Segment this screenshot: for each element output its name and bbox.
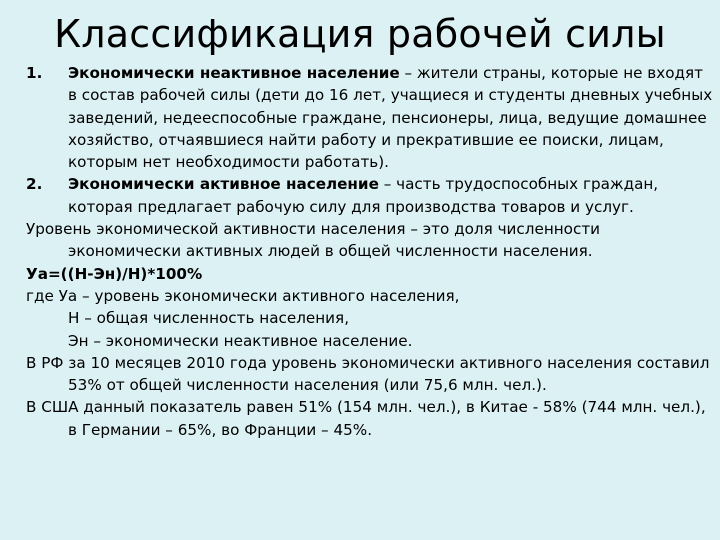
activity-formula: Уа=((Н-Эн)/Н)*100%: [26, 264, 203, 283]
slide-content: [26, 62, 716, 441]
formula-legend-en: Эн – экономически неактивное население.: [68, 331, 413, 350]
list-number: 1.: [26, 64, 43, 82]
russia-statistic: В РФ за 10 месяцев 2010 года уровень экономически активного населения составил 53% от общей численности населения (или 75,6 млн. чел.).: [26, 353, 710, 395]
list-item-active-population: [26, 173, 716, 218]
term-inactive-population: Экономически неактивное население: [68, 64, 400, 82]
term-active-population: Экономически активное население: [68, 175, 379, 194]
definition-active-population: – часть трудоспособных граждан, которая предлагает рабочую силу для производства товаров и услуг.: [68, 175, 659, 216]
list-item-inactive-population: [26, 62, 716, 173]
formula-legend-n: Н – общая численность населения,: [68, 309, 350, 328]
slide-title: Классификация рабочей силы: [54, 12, 666, 56]
activity-level-definition: Уровень экономической активности населения – это доля численности экономически активных людей в общей численности населения.: [26, 220, 601, 261]
country-comparison-statistic: В США данный показатель равен 51% (154 млн. чел.), в Китае - 58% (744 млн. чел.), в Германии – 65%, во Франции – 45%.: [26, 398, 706, 439]
list-number: 2.: [26, 175, 43, 194]
definition-inactive-population: – жители страны, которые не входят в состав рабочей силы (дети до 16 лет, учащиеся и студенты дневных учебных заведений, недееспособные граждане, пенсионеры, лица, ведущие домашнее хозяйство, отчаявшиеся найти работу и прекратившие ее поиски, лицам, которым нет необходимости работать).: [68, 64, 713, 172]
formula-legend-ua: где Уа – уровень экономически активного населения,: [26, 286, 460, 305]
